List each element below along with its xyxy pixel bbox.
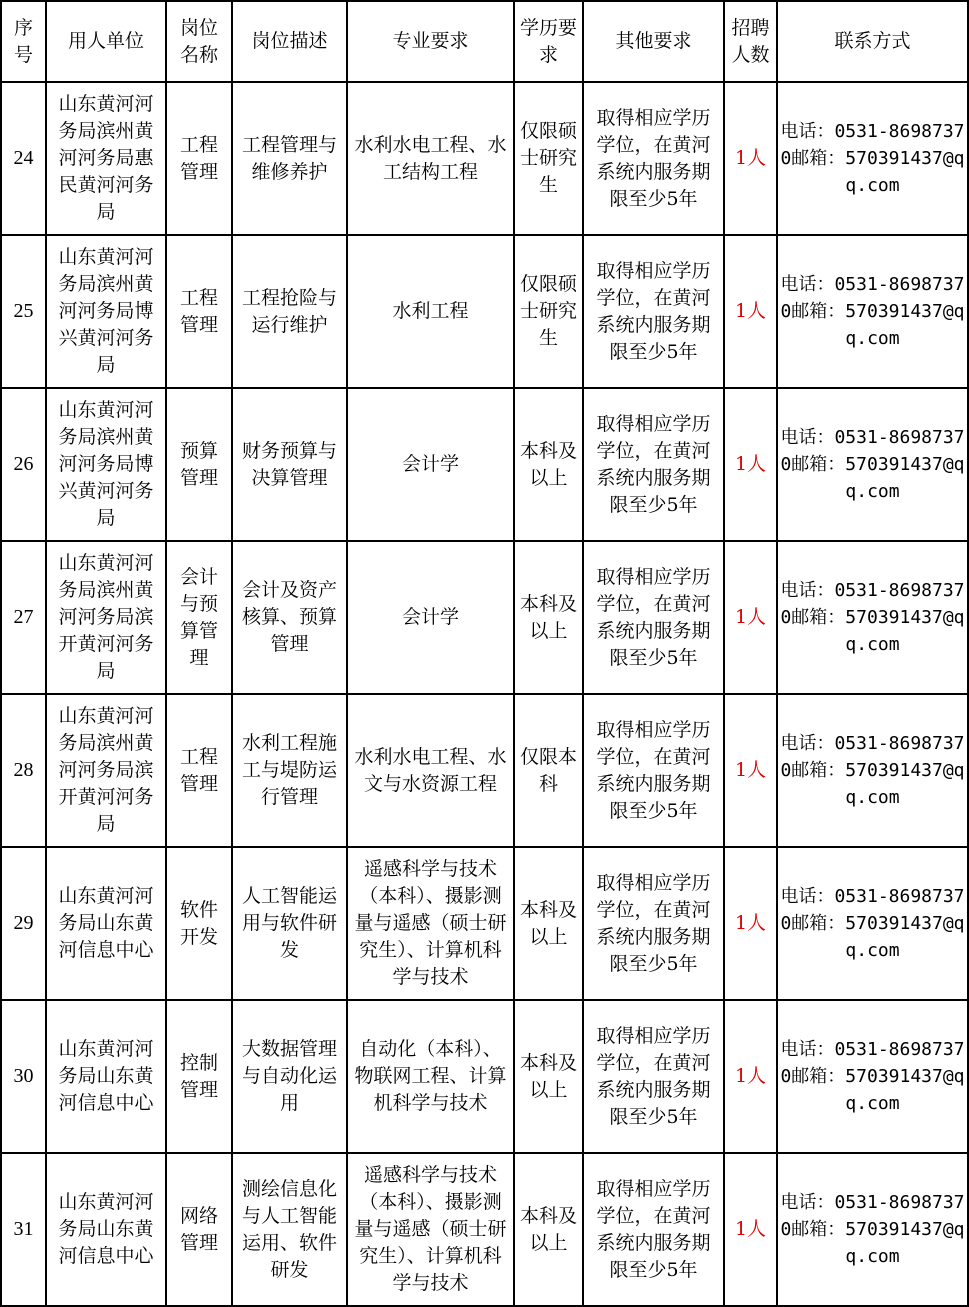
cell-seq: 27 xyxy=(1,541,46,694)
cell-count: 1人 xyxy=(724,847,777,1000)
cell-seq: 29 xyxy=(1,847,46,1000)
cell-major: 水利工程 xyxy=(347,235,514,388)
cell-seq: 30 xyxy=(1,1000,46,1153)
cell-major: 遥感科学与技术（本科）、摄影测量与遥感（硕士研究生）、计算机科学与技术 xyxy=(347,847,514,1000)
header-count: 招聘人数 xyxy=(724,1,777,82)
cell-unit: 山东黄河河务局滨州黄河河务局滨开黄河河务局 xyxy=(46,541,166,694)
cell-other: 取得相应学历学位，在黄河系统内服务期限至少5年 xyxy=(583,694,724,847)
cell-edu: 仅限硕士研究生 xyxy=(514,82,583,235)
cell-edu: 本科及以上 xyxy=(514,847,583,1000)
table-row xyxy=(1,388,968,541)
cell-position: 软件开发 xyxy=(166,847,232,1000)
cell-other: 取得相应学历学位，在黄河系统内服务期限至少5年 xyxy=(583,847,724,1000)
cell-count: 1人 xyxy=(724,82,777,235)
header-position: 岗位名称 xyxy=(166,1,232,82)
header-other: 其他要求 xyxy=(583,1,724,82)
cell-unit: 山东黄河河务局滨州黄河河务局滨开黄河河务局 xyxy=(46,694,166,847)
cell-major: 自动化（本科）、物联网工程、计算机科学与技术 xyxy=(347,1000,514,1153)
cell-count: 1人 xyxy=(724,541,777,694)
cell-position: 控制管理 xyxy=(166,1000,232,1153)
cell-contact: 电话：0531-86987370邮箱：570391437@qq.com xyxy=(777,694,968,847)
cell-contact: 电话：0531-86987370邮箱：570391437@qq.com xyxy=(777,388,968,541)
table-row xyxy=(1,1000,968,1153)
cell-desc: 工程抢险与运行维护 xyxy=(232,235,347,388)
cell-count: 1人 xyxy=(724,694,777,847)
cell-contact: 电话：0531-86987370邮箱：570391437@qq.com xyxy=(777,541,968,694)
cell-other: 取得相应学历学位，在黄河系统内服务期限至少5年 xyxy=(583,235,724,388)
cell-position: 会计与预算管理 xyxy=(166,541,232,694)
header-desc: 岗位描述 xyxy=(232,1,347,82)
cell-seq: 31 xyxy=(1,1153,46,1306)
cell-contact: 电话：0531-86987370邮箱：570391437@qq.com xyxy=(777,1000,968,1153)
cell-contact: 电话：0531-86987370邮箱：570391437@qq.com xyxy=(777,82,968,235)
cell-seq: 26 xyxy=(1,388,46,541)
cell-other: 取得相应学历学位，在黄河系统内服务期限至少5年 xyxy=(583,1153,724,1306)
cell-count: 1人 xyxy=(724,235,777,388)
cell-major: 会计学 xyxy=(347,541,514,694)
cell-count: 1人 xyxy=(724,1153,777,1306)
cell-major: 水利水电工程、水工结构工程 xyxy=(347,82,514,235)
header-seq: 序号 xyxy=(1,1,46,82)
cell-edu: 仅限本科 xyxy=(514,694,583,847)
cell-edu: 本科及以上 xyxy=(514,388,583,541)
cell-unit: 山东黄河河务局滨州黄河河务局博兴黄河河务局 xyxy=(46,388,166,541)
cell-seq: 25 xyxy=(1,235,46,388)
table-row xyxy=(1,82,968,235)
cell-contact: 电话：0531-86987370邮箱：570391437@qq.com xyxy=(777,235,968,388)
cell-unit: 山东黄河河务局山东黄河信息中心 xyxy=(46,1000,166,1153)
cell-position: 工程管理 xyxy=(166,694,232,847)
cell-desc: 人工智能运用与软件研发 xyxy=(232,847,347,1000)
cell-other: 取得相应学历学位，在黄河系统内服务期限至少5年 xyxy=(583,1000,724,1153)
cell-major: 水利水电工程、水文与水资源工程 xyxy=(347,694,514,847)
cell-other: 取得相应学历学位，在黄河系统内服务期限至少5年 xyxy=(583,541,724,694)
table-row xyxy=(1,1153,968,1306)
cell-count: 1人 xyxy=(724,388,777,541)
cell-desc: 会计及资产核算、预算管理 xyxy=(232,541,347,694)
header-major: 专业要求 xyxy=(347,1,514,82)
cell-position: 预算管理 xyxy=(166,388,232,541)
cell-major: 遥感科学与技术（本科）、摄影测量与遥感（硕士研究生）、计算机科学与技术 xyxy=(347,1153,514,1306)
cell-unit: 山东黄河河务局滨州黄河河务局惠民黄河河务局 xyxy=(46,82,166,235)
table-row xyxy=(1,847,968,1000)
cell-desc: 财务预算与决算管理 xyxy=(232,388,347,541)
cell-desc: 测绘信息化与人工智能运用、软件研发 xyxy=(232,1153,347,1306)
cell-edu: 本科及以上 xyxy=(514,541,583,694)
header-contact: 联系方式 xyxy=(777,1,968,82)
header-unit: 用人单位 xyxy=(46,1,166,82)
cell-unit: 山东黄河河务局山东黄河信息中心 xyxy=(46,847,166,1000)
cell-position: 网络管理 xyxy=(166,1153,232,1306)
cell-seq: 28 xyxy=(1,694,46,847)
header-row xyxy=(1,1,968,82)
cell-position: 工程管理 xyxy=(166,235,232,388)
cell-major: 会计学 xyxy=(347,388,514,541)
cell-desc: 水利工程施工与堤防运行管理 xyxy=(232,694,347,847)
cell-edu: 本科及以上 xyxy=(514,1000,583,1153)
table-row xyxy=(1,235,968,388)
cell-edu: 本科及以上 xyxy=(514,1153,583,1306)
cell-desc: 工程管理与维修养护 xyxy=(232,82,347,235)
cell-other: 取得相应学历学位，在黄河系统内服务期限至少5年 xyxy=(583,388,724,541)
table-row xyxy=(1,694,968,847)
cell-count: 1人 xyxy=(724,1000,777,1153)
cell-edu: 仅限硕士研究生 xyxy=(514,235,583,388)
cell-contact: 电话：0531-86987370邮箱：570391437@qq.com xyxy=(777,1153,968,1306)
cell-contact: 电话：0531-86987370邮箱：570391437@qq.com xyxy=(777,847,968,1000)
cell-unit: 山东黄河河务局滨州黄河河务局博兴黄河河务局 xyxy=(46,235,166,388)
cell-position: 工程管理 xyxy=(166,82,232,235)
cell-unit: 山东黄河河务局山东黄河信息中心 xyxy=(46,1153,166,1306)
table-row xyxy=(1,541,968,694)
cell-other: 取得相应学历学位，在黄河系统内服务期限至少5年 xyxy=(583,82,724,235)
cell-seq: 24 xyxy=(1,82,46,235)
cell-desc: 大数据管理与自动化运用 xyxy=(232,1000,347,1153)
header-edu: 学历要求 xyxy=(514,1,583,82)
